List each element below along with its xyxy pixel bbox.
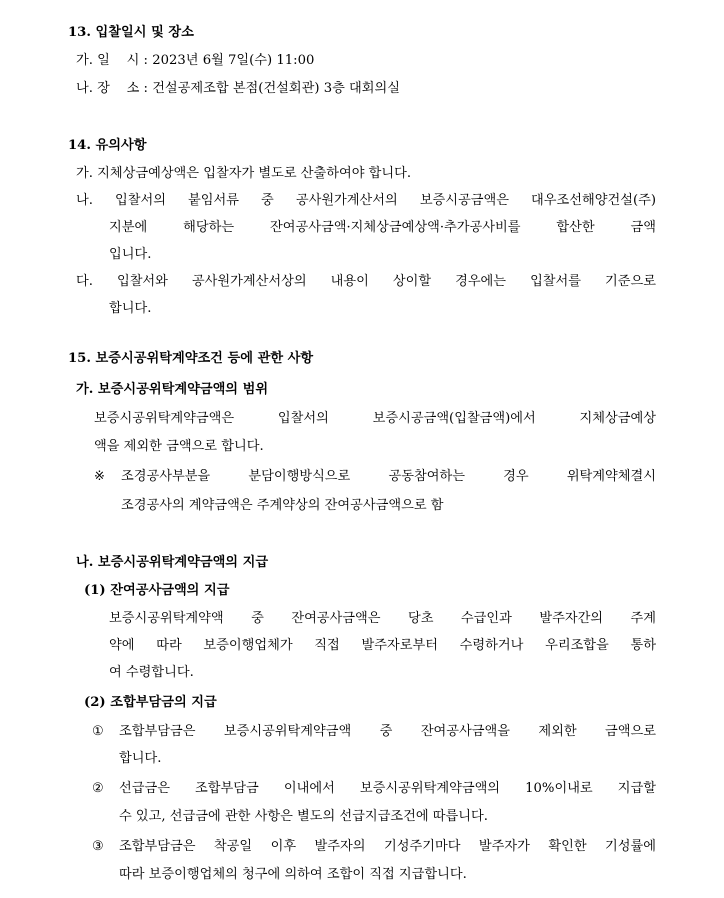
section-15-heading: 15. 보증시공위탁계약조건 등에 관한 사항 <box>68 351 314 366</box>
section-14-heading: 14. 유의사항 <box>68 138 147 153</box>
notice-na-line1: 나. 입찰서의 붙임서류 중 공사원가계산서의 보증시공금액은 대우조선해양건설(주) <box>76 193 656 208</box>
remaining-amount-line2: 약에 따라 보증이행업체가 직접 발주자로부터 수령하거나 우리조합을 통하 <box>109 638 656 653</box>
note-mark: ※ <box>94 469 106 484</box>
item-2-line2: 수 있고, 선급금에 관한 사항은 별도의 선급지급조건에 따릅니다. <box>119 809 488 824</box>
remaining-amount-line1: 보증시공위탁계약액 중 잔여공사금액은 당초 수급인과 발주자간의 주계 <box>109 611 656 626</box>
item-3-line2: 따라 보증이행업체의 청구에 의하여 조합이 직접 지급합니다. <box>119 867 467 882</box>
note-line1: 조경공사부분을 분담이행방식으로 공동참여하는 경우 위탁계약체결시 <box>121 469 656 484</box>
notice-da-line1: 다. 입찰서와 공사원가계산서상의 내용이 상이할 경우에는 입찰서를 기준으로 <box>76 274 656 289</box>
contract-payment-title: 나. 보증시공위탁계약금액의 지급 <box>76 555 269 570</box>
notice-ga: 가. 지체상금예상액은 입찰자가 별도로 산출하여야 합니다. <box>76 166 412 181</box>
item-1-line2: 합니다. <box>119 751 162 766</box>
remaining-amount-title: (1) 잔여공사금액의 지급 <box>84 583 230 598</box>
note-line2: 조경공사의 계약금액은 주계약상의 잔여공사금액으로 함 <box>121 498 444 513</box>
item-2-line1: 선급금은 조합부담금 이내에서 보증시공위탁계약금액의 10%이내로 지급할 <box>119 781 656 796</box>
item-1-mark: ① <box>92 724 104 739</box>
contract-range-line2: 액을 제외한 금액으로 합니다. <box>94 439 264 454</box>
notice-na-line3: 입니다. <box>109 247 152 262</box>
contract-range-line1: 보증시공위탁계약금액은 입찰서의 보증시공금액(입찰금액)에서 지체상금예상 <box>94 411 656 426</box>
item-1-line1: 조합부담금은 보증시공위탁계약금액 중 잔여공사금액을 제외한 금액으로 <box>119 724 656 739</box>
notice-na-line2: 지분에 해당하는 잔여공사금액·지체상금예상액·추가공사비를 합산한 금액 <box>109 220 656 235</box>
item-3-mark: ③ <box>92 839 104 854</box>
section-13-heading: 13. 입찰일시 및 장소 <box>68 25 194 40</box>
contract-range-title: 가. 보증시공위탁계약금액의 범위 <box>76 382 269 397</box>
bid-location: 나. 장 소 : 건설공제조합 본점(건설회관) 3층 대회의실 <box>76 81 401 96</box>
notice-da-line2: 합니다. <box>109 301 152 316</box>
item-3-line1: 조합부담금은 착공일 이후 발주자의 기성주기마다 발주자가 확인한 기성률에 <box>119 839 656 854</box>
union-burden-title: (2) 조합부담금의 지급 <box>84 695 217 710</box>
item-2-mark: ② <box>92 781 104 796</box>
bid-datetime: 가. 일 시 : 2023년 6월 7일(수) 11:00 <box>76 53 315 68</box>
remaining-amount-line3: 여 수령합니다. <box>109 665 194 680</box>
